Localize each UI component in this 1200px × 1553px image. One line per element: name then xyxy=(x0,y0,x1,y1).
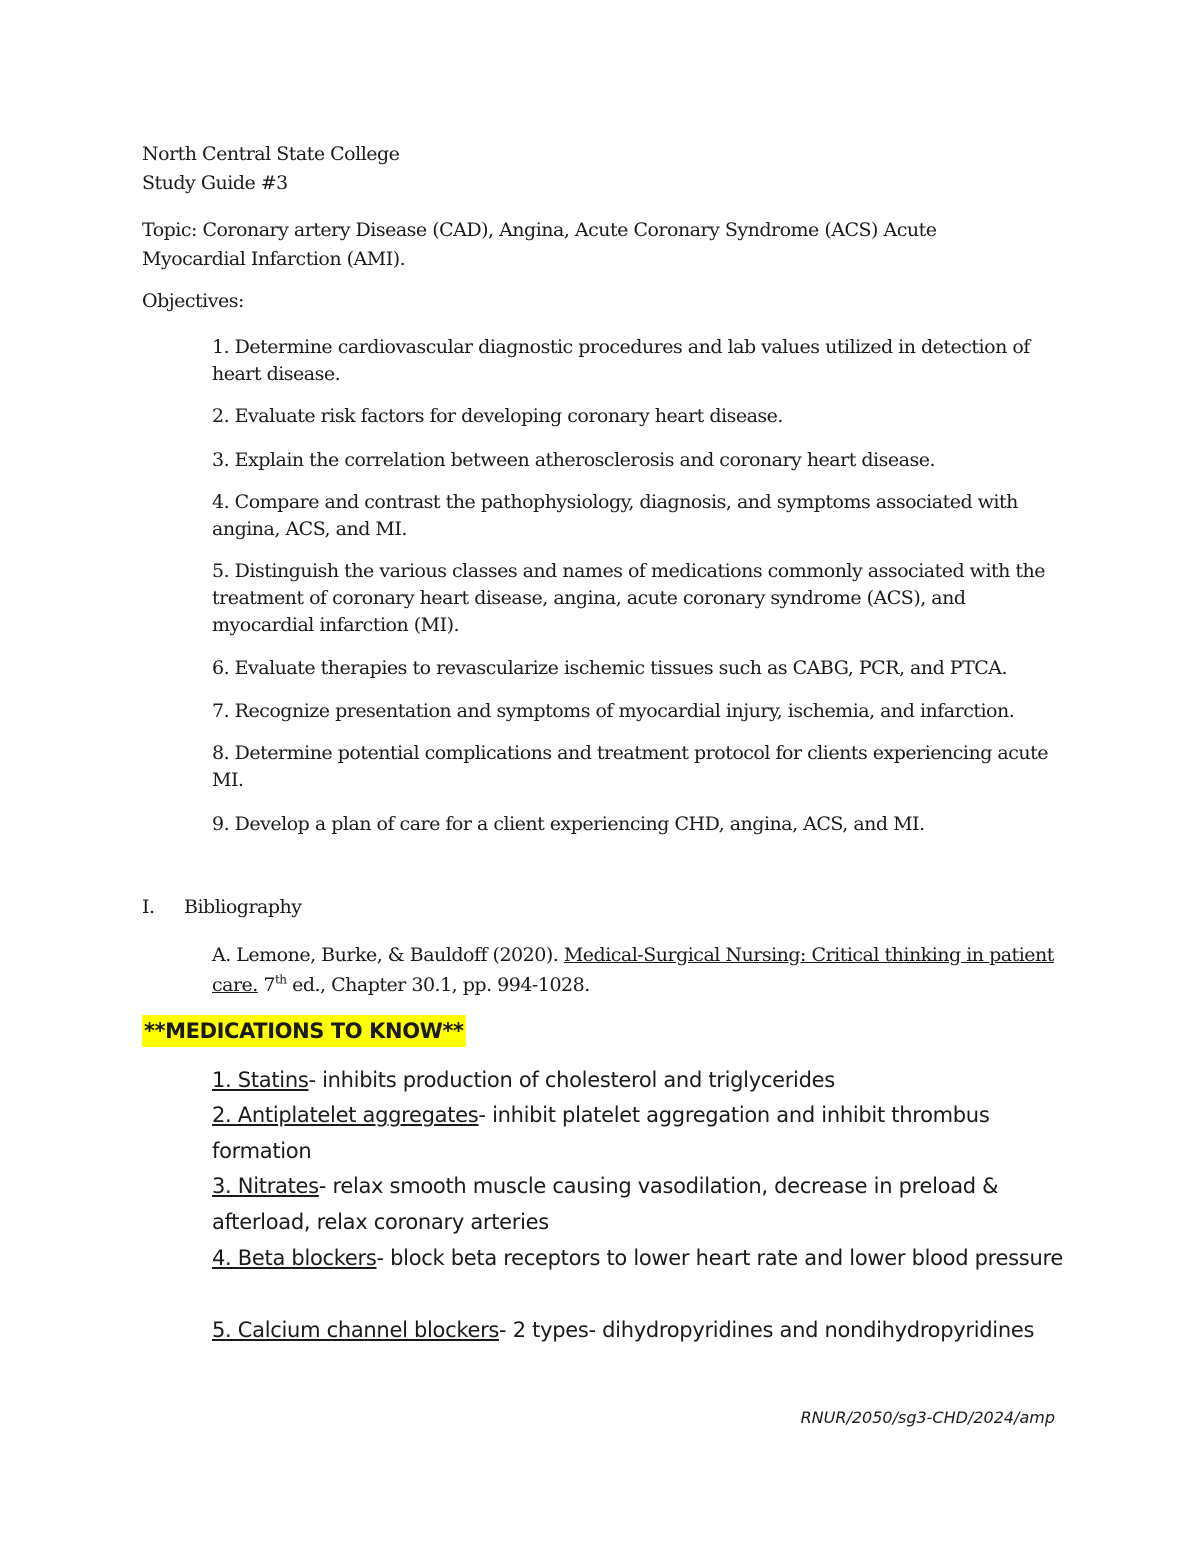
medication-description: - relax smooth muscle causing vasodilation, decrease in preload & afterload, relax coronary arteries xyxy=(212,1174,999,1234)
objective-item: 9. Develop a plan of care for a client experiencing CHD, angina, ACS, and MI. xyxy=(212,813,925,835)
document-footer: RNUR/2050/sg3-CHD/2024/amp xyxy=(800,1408,1055,1427)
objective-item: 5. Distinguish the various classes and names of medications commonly associated with the treatment of coronary heart disease, angina, acute coronary syndrome (ACS), and myocardial infarction (MI). xyxy=(212,560,1046,636)
medication-name: 2. Antiplatelet aggregates xyxy=(212,1103,479,1127)
citation-details: ed., Chapter 30.1, pp. 994-1028. xyxy=(286,974,590,996)
medication-item xyxy=(212,1312,1112,1348)
medication-description: - inhibits production of cholesterol and triglycerides xyxy=(308,1068,835,1092)
bibliography-citation xyxy=(212,940,1072,1000)
bibliography-heading: Bibliography xyxy=(184,896,302,918)
medication-item xyxy=(212,1240,1072,1276)
citation-authors: A. Lemone, Burke, & Bauldoff (2020). xyxy=(212,944,564,966)
medications-heading: **MEDICATIONS TO KNOW** xyxy=(142,1015,466,1047)
citation-edition-number: 7 xyxy=(257,974,275,996)
medication-name: 4. Beta blockers xyxy=(212,1246,377,1270)
medication-description: - inhibit platelet aggregation and inhibit thrombus formation xyxy=(212,1103,990,1163)
medication-description: - block beta receptors to lower heart rate and lower blood pressure xyxy=(376,1246,1063,1270)
study-guide-title: Study Guide #3 xyxy=(142,172,288,194)
medication-description: - 2 types- dihydropyridines and nondihydropyridines xyxy=(499,1318,1035,1342)
topic-line: Topic: Coronary artery Disease (CAD), Angina, Acute Coronary Syndrome (ACS) Acute Myocardial Infarction (AMI). xyxy=(142,219,937,270)
objectives-heading: Objectives: xyxy=(142,290,244,312)
citation-edition-suffix: th xyxy=(274,972,287,987)
college-name: North Central State College xyxy=(142,143,400,165)
objective-item: 4. Compare and contrast the pathophysiology, diagnosis, and symptoms associated with angina, ACS, and MI. xyxy=(212,491,1018,540)
medication-name: 5. Calcium channel blockers xyxy=(212,1318,500,1342)
objective-item: 6. Evaluate therapies to revascularize ischemic tissues such as CABG, PCR, and PTCA. xyxy=(212,657,1008,679)
objective-item: 7. Recognize presentation and symptoms of myocardial injury, ischemia, and infarction. xyxy=(212,700,1015,722)
medication-name: 3. Nitrates xyxy=(212,1174,319,1198)
medication-item xyxy=(212,1097,1072,1169)
medication-name: 1. Statins xyxy=(212,1068,309,1092)
objective-item: 3. Explain the correlation between atherosclerosis and coronary heart disease. xyxy=(212,449,935,471)
objective-item: 8. Determine potential complications and treatment protocol for clients experiencing acute MI. xyxy=(212,742,1049,791)
objective-item: 1. Determine cardiovascular diagnostic procedures and lab values utilized in detection of heart disease. xyxy=(212,336,1030,385)
medication-item xyxy=(212,1062,1072,1098)
citation-book-title: Medical-Surgical Nursing: Critical thinking in patient care. xyxy=(212,944,1054,996)
objective-item: 2. Evaluate risk factors for developing coronary heart disease. xyxy=(212,405,783,427)
medication-item xyxy=(212,1168,1072,1240)
bibliography-numeral: I. xyxy=(142,896,155,918)
